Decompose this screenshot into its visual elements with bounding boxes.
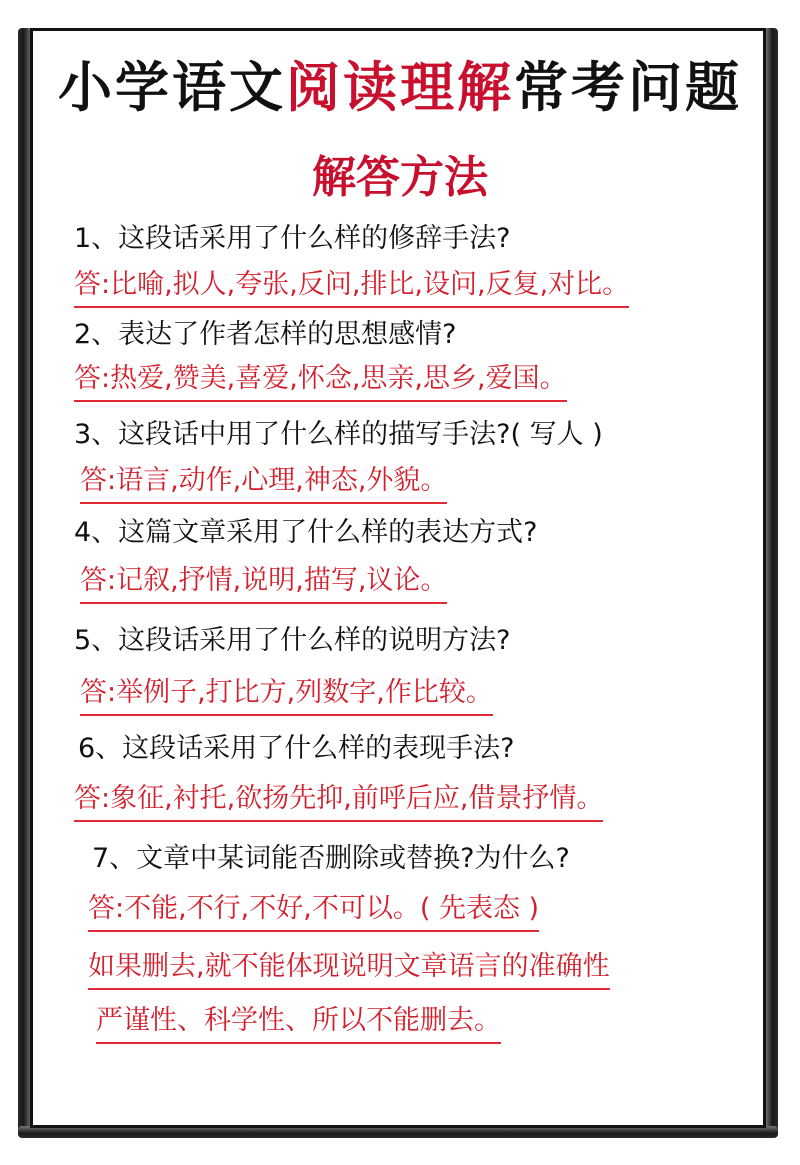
question-3: 3、这段话中用了什么样的描写手法?( 写人 ) (74, 419, 603, 450)
answer-1: 答:比喻,拟人,夸张,反问,排比,设问,反复,对比。 (74, 268, 629, 308)
page-subtitle: 解答方法 (312, 152, 488, 203)
answer-5: 答:举例子,打比方,列数字,作比较。 (80, 676, 493, 716)
page-title (0, 56, 800, 120)
answer-7-line-3: 严谨性、科学性、所以不能删去。 (96, 1004, 501, 1044)
answer-7-line-2: 如果删去,就不能体现说明文章语言的准确性 (88, 950, 610, 990)
answer-7-line-1: 答:不能,不行,不好,不可以。( 先表态 ) (88, 892, 539, 932)
question-2: 2、表达了作者怎样的思想感情? (74, 319, 457, 350)
question-7: 7、文章中某词能否删除或替换?为什么? (92, 843, 570, 874)
question-4: 4、这篇文章采用了什么样的表达方式? (74, 517, 538, 548)
question-1: 1、这段话采用了什么样的修辞手法? (74, 223, 511, 254)
answer-3: 答:语言,动作,心理,神态,外貌。 (80, 464, 447, 504)
title-part-2: 阅读理解 (286, 56, 514, 119)
answer-2: 答:热爱,赞美,喜爱,怀念,思亲,思乡,爱国。 (74, 362, 567, 402)
answer-4: 答:记叙,抒情,说明,描写,议论。 (80, 564, 447, 604)
answer-6: 答:象征,衬托,欲扬先抑,前呼后应,借景抒情。 (74, 782, 603, 822)
question-6: 6、这段话采用了什么样的表现手法? (78, 733, 515, 764)
question-5: 5、这段话采用了什么样的说明方法? (74, 625, 511, 656)
title-part-1: 小学语文 (58, 56, 286, 119)
title-part-3: 常考问题 (514, 56, 742, 119)
